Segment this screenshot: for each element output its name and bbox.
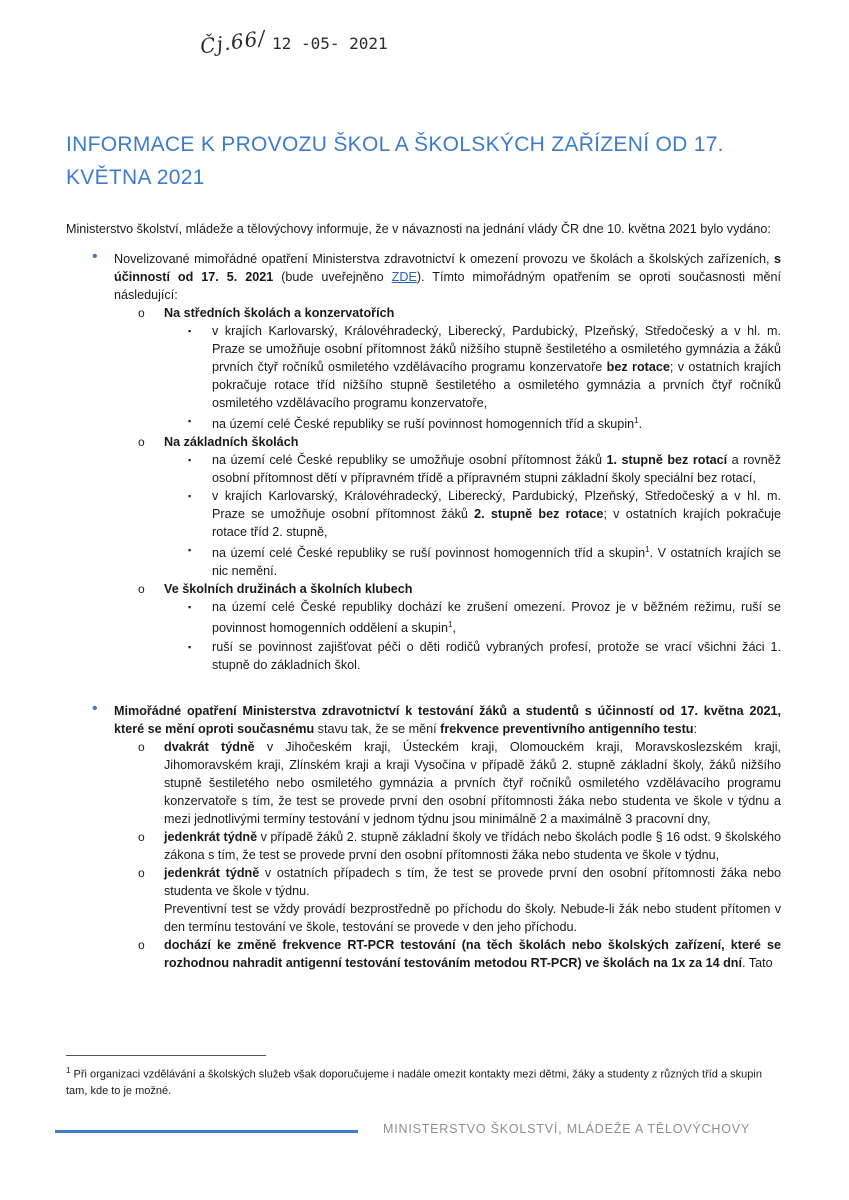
- footnote-ref: 1: [645, 545, 650, 555]
- footer-divider: [55, 1130, 358, 1133]
- list-item: o jedenkrát týdně v případě žáků 2. stupně základní školy ve třídách nebo školách podle § 16 odst. 9 školského zákona s tím, že test se provede první den osobní přítomnosti žáka nebo studenta ve škole v týdnu,: [112, 828, 781, 864]
- footer-ministry-name: MINISTERSTVO ŠKOLSTVÍ, MLÁDEŽE A TĚLOVÝCHOVY: [383, 1122, 750, 1136]
- footnote-ref: 1: [634, 416, 639, 425]
- section-heading: Na základních školách: [164, 435, 299, 450]
- list-item: ▪ v krajích Karlovarský, Královéhradecký, Liberecký, Pardubický, Plzeňský, Středočeský a v hl. m. Praze se umožňuje osobní přítomnost žáků nižšího stupně šestiletého a osmiletého gymnázia a žáků prvních čtyř ročníků osmiletého vzdělávacího programu konzervatoře bez rotace; v ostatních krajích pokračuje rotace tříd nižšího stupně šestiletého a osmiletého gymnázia a prvních čtyř ročníků osmiletého vzdělávacího programu konzervatoře,: [164, 322, 781, 412]
- intro-paragraph: Ministerstvo školství, mládeže a tělovýchovy informuje, že v návaznosti na jednání vlády ČR dne 10. května 2021 bylo vydáno:: [66, 222, 771, 236]
- list-item: ▪ na území celé České republiky dochází ke zrušení omezení. Provoz je v běžném režimu, ruší se povinnost homogenních oddělení a skupin$^1$,: [164, 598, 781, 637]
- footnote-divider: [66, 1055, 266, 1056]
- sub-sub-list: [164, 322, 781, 433]
- list-item: ▪ na území celé České republiky se ruší povinnost homogenních tříd a skupin$^1$. V ostatních krajích se nic nemění.: [164, 541, 781, 580]
- document-title: INFORMACE K PROVOZU ŠKOL A ŠKOLSKÝCH ZAŘÍZENÍ OD 17. KVĚTNA 2021: [66, 133, 724, 189]
- sub-sub-list: [164, 598, 781, 673]
- list-item: ▪ v krajích Karlovarský, Královéhradecký, Liberecký, Pardubický, Plzeňský, Středočeský a v hl. m. Praze se umožňuje osobní přítomnost žáků 2. stupně bez rotace; v ostatních krajích pokračuje rotace tříd 2. stupně,: [164, 487, 781, 541]
- list-item: [112, 304, 781, 433]
- list-item: ▪ ruší se povinnost zajišťovat péči o děti rodičů vybraných profesí, protože se vrací všichni žáci 1. stupně do základních škol.: [164, 638, 781, 674]
- document-body: [66, 220, 781, 990]
- list-item: • Mimořádné opatření Ministerstva zdravotnictví k testování žáků a studentů s účinností od 17. května 2021, které se mění oproti současnému stavu tak, že se mění frekvence preventivního antigenního testu: o dvakrát týdně v Jihočeském kraji, Ústeckém kraji, Olomouckém kraji, Moravskoslezském kraji, Jihomoravském kraji, Zlínském kraji a kraji Vysočina v případě žáků 2. stupně základní školy, žáků nižšího stupně šestiletého nebo osmiletého gymnázia a prvních čtyř ročníků osmiletého vzdělávacího programu konzervatoře s tím, že test se provede první den osobní přítomnosti žáka nebo studenta ve škole v týdnu a mezi jednotlivými termíny testování v jednom týdnu jsou minimálně 2 a maximálně 3 pracovní dny, o jedenkrát týdně v případě žáků 2. stupně základní školy ve třídách nebo školách podle § 16 odst. 9 školského zákona s tím, že test se provede první den osobní přítomnosti žáka nebo studenta ve škole v týdnu, o jedenkrát týdně v ostatních případech s tím, že test se provede první den osobní přítomnosti žáka nebo studenta ve škole v týdnu. Preventivní test se vždy provádí bezprostředně po příchodu do školy. Nebude-li žák nebo student přítomen v den termínu testování ve škole, testování se provede v den jeho příchodu. o dochází ke změně frekvence RT-PCR testování (na těch školách nebo školských zařízení, které se rozhodnou nahradit antigenní testování testováním metodou RT-PCR) ve školách na 1x za 14 dní. Tato: [66, 702, 781, 972]
- registration-stamp: [198, 25, 388, 59]
- main-list: [66, 250, 781, 972]
- handwritten-reference: Čj.66/: [198, 25, 268, 59]
- list-item: o dochází ke změně frekvence RT-PCR testování (na těch školách nebo školských zařízení, které se rozhodnou nahradit antigenní testování testováním metodou RT-PCR) ve školách na 1x za 14 dní. Tato: [112, 936, 781, 972]
- sub-list: [114, 738, 781, 972]
- sub-sub-list: [164, 451, 781, 580]
- list-item: ▪ na území celé České republiky se ruší povinnost homogenních tříd a skupin$^1$.: [164, 412, 781, 433]
- section-heading: Na středních školách a konzervatořích: [164, 306, 395, 320]
- list-item: ▪ na území celé České republiky se umožňuje osobní přítomnost žáků 1. stupně bez rotací a rovněž osobní přítomnost dětí v přípravném třídě a přípravném stupni základní školy speciální bez rotací,: [164, 451, 781, 487]
- sub-list: [114, 304, 781, 674]
- footnote: $^1$ Při organizaci vzdělávání a školských služeb však doporučujeme i nadále omezit kontakty mezi dětmi, žáky a studenty z různých tříd a skupin tam, kde to je možné.: [66, 1066, 762, 1097]
- list-item: [112, 580, 781, 673]
- zde-link[interactable]: ZDE: [391, 270, 417, 284]
- list-item: [112, 433, 781, 580]
- footnote-ref: 1: [447, 620, 453, 630]
- list-item: • Novelizované mimořádné opatření Ministerstva zdravotnictví k omezení provozu ve školách a školských zařízeních, s účinností od 17. 5. 2021 (bude uveřejněno ZDE). Tímto mimořádným opatřením se oproti současnosti mění následující: o Na středních školách a konzervatořích ▪ v krajích Karlovarský, Královéhradecký, Liberecký, Pardubický, Plzeňský, Středočeský a v hl. m. Praze se umožňuje osobní přítomnost žáků nižšího stupně šestiletého a osmiletého gymnázia a žáků prvních čtyř ročníků osmiletého vzdělávacího programu konzervatoře bez rotace; v ostatních krajích pokračuje rotace tříd nižšího stupně šestiletého a osmiletého gymnázia a prvních čtyř ročníků osmiletého vzdělávacího programu konzervatoře, ▪ na území celé České republiky se ruší povinnost homogenních tříd a skupin$^1$. o Na základních školách ▪ na území celé České republiky se umožňuje osobní přítomnost žáků 1. stupně bez rotací a rovněž osobní přítomnost dětí v přípravném třídě a přípravném stupni základní školy speciální bez rotací, ▪ v krajích Karlovarský, Královéhradecký, Liberecký, Pardubický, Plzeňský, Středočeský a v hl. m. Praze se umožňuje osobní přítomnost žáků 2. stupně bez rotace; v ostatních krajích pokračuje rotace tříd 2. stupně, ▪ na území celé České republiky se ruší povinnost homogenních tříd a skupin$^1$. V ostatních krajích se nic nemění. o Ve školních družinách a školních klubech ▪ na území celé České republiky dochází ke zrušení omezení. Provoz je v běžném režimu, ruší se povinnost homogenních oddělení a skupin$^1$, ▪ ruší se povinnost zajišťovat péči o děti rodičů vybraných profesí, protože se vrací všichni žáci 1. stupně do základních škol.: [66, 250, 781, 674]
- list-item: o dvakrát týdně v Jihočeském kraji, Ústeckém kraji, Olomouckém kraji, Moravskoslezském kraji, Jihomoravském kraji, Zlínském kraji a kraji Vysočina v případě žáků 2. stupně základní školy, žáků nižšího stupně šestiletého nebo osmiletého gymnázia a prvních čtyř ročníků osmiletého vzdělávacího programu konzervatoře s tím, že test se provede první den osobní přítomnosti žáka nebo studenta ve škole v týdnu a mezi jednotlivými termíny testování v jednom týdnu jsou minimálně 2 a maximálně 3 pracovní dny,: [112, 738, 781, 828]
- list-item: o jedenkrát týdně v ostatních případech s tím, že test se provede první den osobní přítomnosti žáka nebo studenta ve škole v týdnu. Preventivní test se vždy provádí bezprostředně po příchodu do školy. Nebude-li žák nebo student přítomen v den termínu testování ve škole, testování se provede v den jeho příchodu.: [112, 864, 781, 936]
- section-heading: Ve školních družinách a školních klubech: [164, 582, 413, 597]
- stamp-date: 12 -05- 2021: [272, 34, 388, 53]
